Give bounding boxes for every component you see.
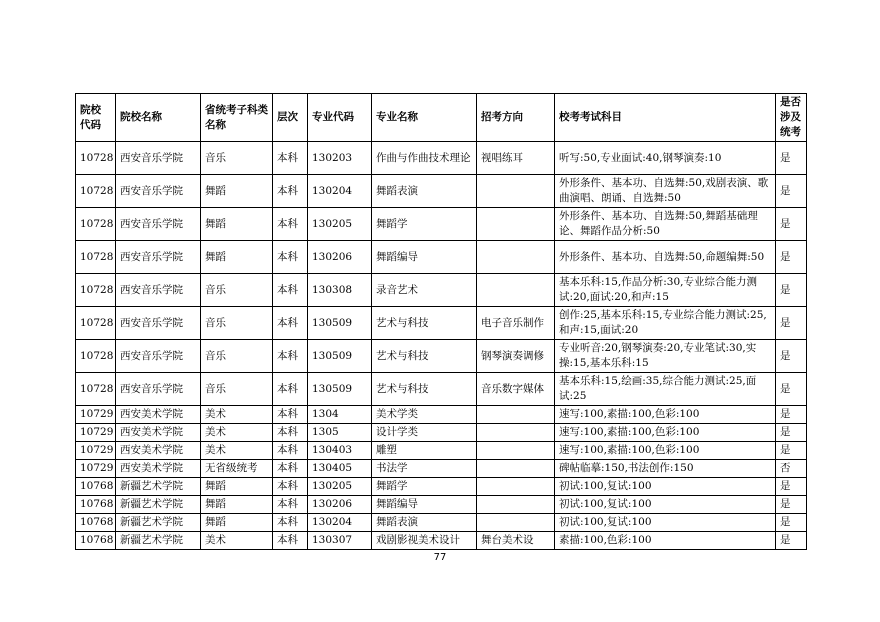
cell-exam-subjects: 素描:100,色彩:100 [555,532,776,550]
cell-major-code: 1304 [308,406,372,424]
cell-level: 本科 [273,241,308,274]
cell-exam-subjects: 专业听音:20,钢琴演奏:20,专业笔试:30,实操:15,基本乐科:15 [555,340,776,373]
table-row [76,478,807,496]
header-major-code: 专业代码 [308,94,372,142]
cell-major-code: 130204 [308,175,372,208]
table-row [76,424,807,442]
table-row [76,514,807,532]
cell-school-name: 新疆艺术学院 [116,496,201,514]
cell-school-name: 西安音乐学院 [116,175,201,208]
cell-unified-exam: 是 [776,340,807,373]
header-row [76,94,807,142]
table-row [76,175,807,208]
cell-major-code: 130206 [308,241,372,274]
cell-level: 本科 [273,460,308,478]
cell-unified-exam: 是 [776,496,807,514]
cell-unified-exam: 是 [776,142,807,175]
cell-subcategory: 音乐 [201,340,273,373]
cell-level: 本科 [273,478,308,496]
cell-school-name: 西安音乐学院 [116,274,201,307]
cell-level: 本科 [273,274,308,307]
cell-exam-subjects: 听写:50,专业面试:40,钢琴演奏:10 [555,142,776,175]
cell-level: 本科 [273,532,308,550]
cell-school-name: 西安音乐学院 [116,307,201,340]
cell-subcategory: 舞蹈 [201,514,273,532]
cell-direction: 音乐数字媒体 [477,373,555,406]
cell-major-name: 书法学 [372,460,477,478]
cell-exam-subjects: 速写:100,素描:100,色彩:100 [555,406,776,424]
cell-level: 本科 [273,424,308,442]
cell-subcategory: 舞蹈 [201,175,273,208]
cell-school-code: 10728 [76,142,116,175]
cell-school-name: 西安音乐学院 [116,340,201,373]
cell-major-name: 艺术与科技 [372,373,477,406]
cell-exam-subjects: 外形条件、基本功、自选舞:50,舞蹈基础理论、舞蹈作品分析:50 [555,208,776,241]
cell-subcategory: 音乐 [201,307,273,340]
cell-school-name: 西安音乐学院 [116,142,201,175]
cell-major-name: 舞蹈编导 [372,241,477,274]
table-row [76,406,807,424]
cell-unified-exam: 是 [776,373,807,406]
table-row [76,442,807,460]
cell-level: 本科 [273,442,308,460]
cell-unified-exam: 是 [776,241,807,274]
cell-exam-subjects: 基本乐科:15,作品分析:30,专业综合能力测试:20,面试:20,和声:15 [555,274,776,307]
cell-exam-subjects: 外形条件、基本功、自选舞:50,命题编舞:50 [555,241,776,274]
cell-major-name: 设计学类 [372,424,477,442]
cell-subcategory: 舞蹈 [201,208,273,241]
cell-school-code: 10728 [76,241,116,274]
cell-major-name: 舞蹈学 [372,478,477,496]
cell-exam-subjects: 速写:100,素描:100,色彩:100 [555,424,776,442]
cell-exam-subjects: 创作:25,基本乐科:15,专业综合能力测试:25,和声:15,面试:20 [555,307,776,340]
cell-direction: 视唱练耳 [477,142,555,175]
cell-school-name: 新疆艺术学院 [116,514,201,532]
cell-major-name: 艺术与科技 [372,340,477,373]
cell-major-name: 雕塑 [372,442,477,460]
cell-school-name: 西安音乐学院 [116,208,201,241]
cell-major-code: 130205 [308,208,372,241]
cell-exam-subjects: 初试:100,复试:100 [555,514,776,532]
cell-level: 本科 [273,142,308,175]
cell-school-name: 西安音乐学院 [116,241,201,274]
table-row [76,460,807,478]
page-number: 77 [433,552,447,563]
cell-direction: 电子音乐制作 [477,307,555,340]
cell-major-code: 130308 [308,274,372,307]
cell-exam-subjects: 碑帖临摹:150,书法创作:150 [555,460,776,478]
table-row [76,241,807,274]
cell-major-code: 130403 [308,442,372,460]
cell-unified-exam: 是 [776,274,807,307]
cell-subcategory: 舞蹈 [201,478,273,496]
cell-direction [477,496,555,514]
cell-major-code: 130405 [308,460,372,478]
cell-school-code: 10728 [76,208,116,241]
cell-major-code: 130509 [308,340,372,373]
cell-major-name: 舞蹈表演 [372,175,477,208]
cell-school-name: 新疆艺术学院 [116,478,201,496]
table-row [76,496,807,514]
cell-level: 本科 [273,208,308,241]
cell-exam-subjects: 初试:100,复试:100 [555,496,776,514]
cell-subcategory: 舞蹈 [201,241,273,274]
cell-school-code: 10728 [76,274,116,307]
table-row [76,307,807,340]
cell-direction [477,208,555,241]
cell-school-code: 10728 [76,307,116,340]
header-unified-exam: 是否涉及统考 [776,94,807,142]
cell-subcategory: 美术 [201,442,273,460]
cell-school-code: 10729 [76,424,116,442]
cell-major-code: 130307 [308,532,372,550]
cell-school-code: 10728 [76,340,116,373]
cell-level: 本科 [273,406,308,424]
cell-major-code: 130509 [308,307,372,340]
cell-school-code: 10728 [76,175,116,208]
cell-school-name: 西安美术学院 [116,460,201,478]
cell-major-name: 录音艺术 [372,274,477,307]
cell-subcategory: 美术 [201,424,273,442]
cell-direction [477,175,555,208]
cell-unified-exam: 是 [776,175,807,208]
cell-level: 本科 [273,373,308,406]
cell-major-code: 130204 [308,514,372,532]
cell-direction [477,460,555,478]
cell-unified-exam: 是 [776,514,807,532]
cell-unified-exam: 是 [776,406,807,424]
cell-direction [477,241,555,274]
cell-subcategory: 美术 [201,406,273,424]
cell-school-code: 10768 [76,514,116,532]
header-major-name: 专业名称 [372,94,477,142]
header-level: 层次 [273,94,308,142]
table-row [76,373,807,406]
admissions-table [75,93,807,550]
cell-major-name: 舞蹈学 [372,208,477,241]
cell-school-code: 10729 [76,406,116,424]
cell-unified-exam: 是 [776,307,807,340]
cell-school-code: 10728 [76,373,116,406]
cell-direction [477,406,555,424]
cell-school-name: 新疆艺术学院 [116,532,201,550]
cell-direction: 舞台美术设 [477,532,555,550]
header-subcategory: 省统考子科类名称 [201,94,273,142]
cell-subcategory: 音乐 [201,142,273,175]
cell-level: 本科 [273,307,308,340]
cell-major-code: 130203 [308,142,372,175]
cell-level: 本科 [273,514,308,532]
cell-exam-subjects: 基本乐科:15,绘画:35,综合能力测试:25,面试:25 [555,373,776,406]
cell-major-name: 舞蹈编导 [372,496,477,514]
cell-major-code: 130206 [308,496,372,514]
header-school-name: 院校名称 [116,94,201,142]
cell-direction [477,442,555,460]
cell-unified-exam: 是 [776,208,807,241]
cell-school-name: 西安音乐学院 [116,373,201,406]
cell-subcategory: 音乐 [201,274,273,307]
cell-major-code: 1305 [308,424,372,442]
cell-unified-exam: 是 [776,532,807,550]
cell-direction [477,274,555,307]
cell-major-name: 戏剧影视美术设计 [372,532,477,550]
cell-school-code: 10729 [76,460,116,478]
cell-subcategory: 美术 [201,532,273,550]
cell-school-code: 10768 [76,478,116,496]
table-row [76,274,807,307]
table-row [76,340,807,373]
table-row [76,142,807,175]
cell-direction: 钢琴演奏调修 [477,340,555,373]
table-row [76,532,807,550]
cell-subcategory: 音乐 [201,373,273,406]
cell-direction [477,478,555,496]
cell-major-name: 作曲与作曲技术理论 [372,142,477,175]
cell-major-name: 美术学类 [372,406,477,424]
cell-exam-subjects: 初试:100,复试:100 [555,478,776,496]
cell-school-code: 10768 [76,532,116,550]
cell-exam-subjects: 速写:100,素描:100,色彩:100 [555,442,776,460]
table-row [76,208,807,241]
header-school-code: 院校代码 [76,94,116,142]
cell-school-name: 西安美术学院 [116,442,201,460]
cell-major-name: 舞蹈表演 [372,514,477,532]
cell-level: 本科 [273,496,308,514]
cell-major-name: 艺术与科技 [372,307,477,340]
cell-level: 本科 [273,340,308,373]
cell-unified-exam: 否 [776,460,807,478]
cell-direction [477,514,555,532]
cell-major-code: 130509 [308,373,372,406]
cell-unified-exam: 是 [776,478,807,496]
cell-school-name: 西安美术学院 [116,406,201,424]
header-exam-subjects: 校考考试科目 [555,94,776,142]
cell-school-code: 10768 [76,496,116,514]
cell-subcategory: 舞蹈 [201,496,273,514]
cell-school-code: 10729 [76,442,116,460]
cell-exam-subjects: 外形条件、基本功、自选舞:50,戏剧表演、歌曲演唱、朗诵、自选舞:50 [555,175,776,208]
cell-subcategory: 无省级统考 [201,460,273,478]
header-direction: 招考方向 [477,94,555,142]
cell-direction [477,424,555,442]
cell-major-code: 130205 [308,478,372,496]
cell-school-name: 西安美术学院 [116,424,201,442]
cell-unified-exam: 是 [776,442,807,460]
cell-level: 本科 [273,175,308,208]
cell-unified-exam: 是 [776,424,807,442]
